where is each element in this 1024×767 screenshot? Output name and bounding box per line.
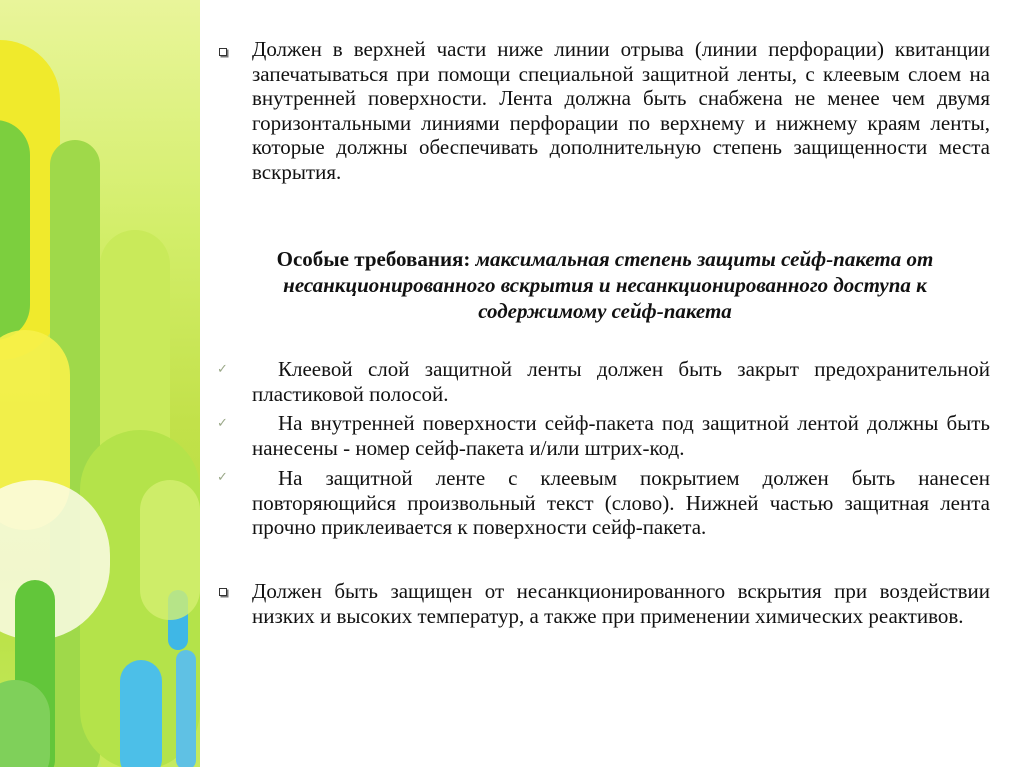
paragraph-tape-sealing: Должен в верхней части ниже линии отрыва (линии перфорации) квитанции запечатываться при помощи специальной защитной ленты, с клеевым слоем на внутренней поверхности. Лента должна быть снабжена не менее чем двумя горизонтальными линиями перфорации по верхнему и нижнему краям ленты, которые должны обеспечивать дополнительную степень защищенности места вскрытия.	[252, 37, 990, 184]
list-item-text: На защитной ленте с клеевым покрытием должен быть нанесен повторяющийся произвольный текст (слово). Нижней частью защитная лента прочно приклеивается к поверхности сейф-пакета.	[252, 466, 990, 539]
slide-content	[200, 0, 1024, 767]
list-item-text: Клеевой слой защитной ленты должен быть закрыт предохранительной пластиковой полосой.	[252, 357, 990, 406]
check-bullet-icon: ✓	[217, 470, 228, 485]
check-bullet-icon: ✓	[217, 416, 228, 431]
decor-shape	[0, 680, 50, 767]
square-bullet-icon	[219, 48, 229, 58]
decorative-side-panel	[0, 0, 200, 767]
special-requirements-text: максимальная степень защиты сейф-пакета от несанкционированного вскрытия и несанкционированного доступа к содержимому сейф-пакета	[283, 247, 934, 323]
paragraph-temperature-protection: Должен быть защищен от несанкционированного вскрытия при воздействии низких и высоких температур, а также при применении химических реактивов.	[252, 579, 990, 628]
decor-shape	[176, 650, 196, 767]
list-item	[252, 466, 990, 540]
special-requirements-heading	[220, 246, 990, 324]
special-requirements-colon: :	[463, 247, 476, 271]
list-item	[252, 411, 990, 460]
square-bullet-icon	[219, 588, 229, 598]
special-requirements-label: Особые требования	[276, 247, 464, 271]
list-item-text: На внутренней поверхности сейф-пакета под защитной лентой должны быть нанесены - номер сейф-пакета и/или штрих-код.	[252, 411, 990, 460]
list-item	[252, 357, 990, 406]
decor-shape	[120, 660, 162, 767]
decor-shape	[140, 480, 200, 620]
decor-shape	[0, 120, 30, 340]
check-bullet-icon: ✓	[217, 362, 228, 377]
